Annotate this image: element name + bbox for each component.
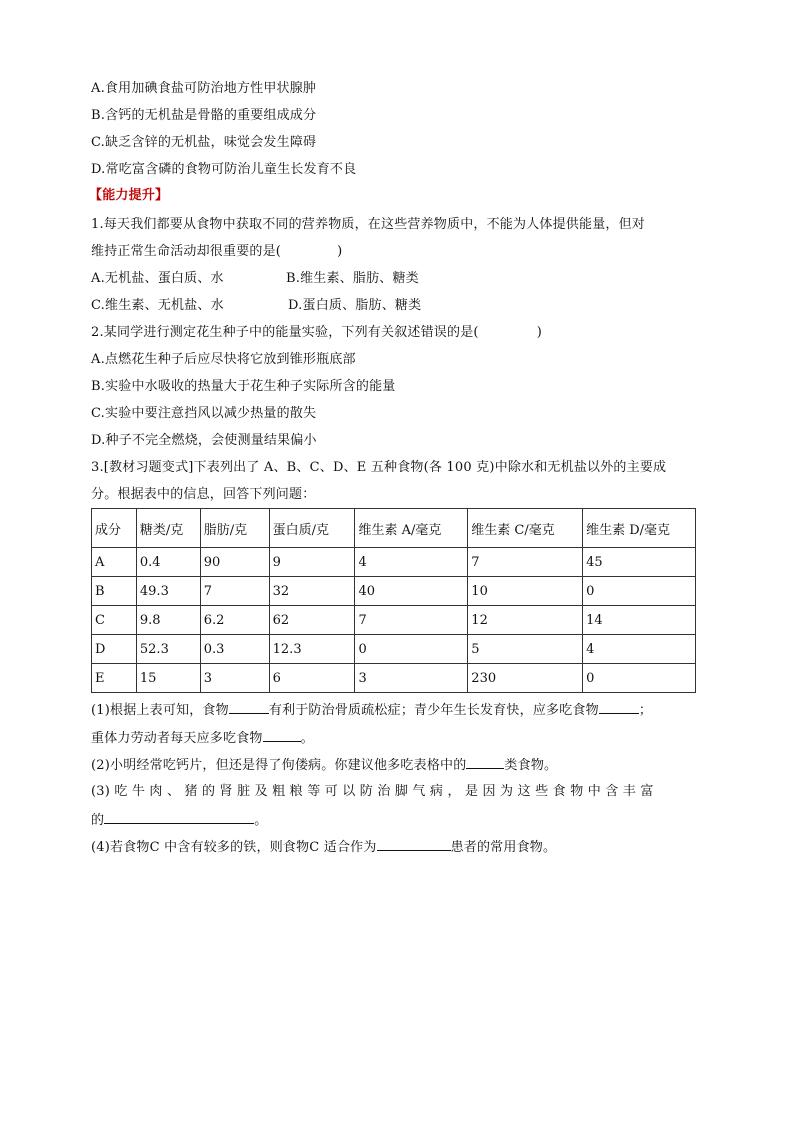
q3-sub1-line1 bbox=[91, 700, 652, 720]
prev-option-b: B.含钙的无机盐是骨骼的重要组成成分 bbox=[91, 108, 317, 123]
answer-blank[interactable] bbox=[229, 700, 269, 714]
q2-answer-paren: ) bbox=[536, 325, 542, 340]
q3-sub3-text-b: 。 bbox=[254, 813, 268, 828]
q3-sub3-line1: (3) 吃 牛 肉 、 猪 的 肾 脏 及 粗 粮 等 可 以 防 治 脚 气 病 ， 是 因 为 这 些 食 物 中 含 丰 富 bbox=[91, 784, 654, 799]
q1-stem-line2 bbox=[91, 243, 342, 261]
table-cell: 7 bbox=[200, 577, 269, 606]
table-cell: 4 bbox=[583, 635, 696, 664]
table-cell: 9.8 bbox=[136, 606, 200, 635]
table-cell: 40 bbox=[355, 577, 468, 606]
table-cell: 45 bbox=[583, 548, 696, 577]
q2-option-a: A.点燃花生种子后应尽快将它放到锥形瓶底部 bbox=[91, 352, 356, 367]
answer-blank[interactable] bbox=[599, 700, 639, 714]
table-row bbox=[92, 548, 696, 577]
table-cell: A bbox=[92, 548, 137, 577]
answer-blank[interactable] bbox=[466, 755, 504, 769]
table-header-cell: 脂肪/克 bbox=[200, 509, 269, 548]
q2-option-d: D.种子不完全燃烧，会使测量结果偏小 bbox=[91, 433, 317, 448]
table-header-cell: 成分 bbox=[92, 509, 137, 548]
q3-sub1-text-b: 有利于防治骨质疏松症；青少年生长发育快，应多吃食物 bbox=[268, 703, 599, 718]
table-cell: 12 bbox=[468, 606, 583, 635]
q3-sub1-text-a: (1)根据上表可知，食物 bbox=[91, 703, 229, 718]
table-cell: B bbox=[92, 577, 137, 606]
table-cell: 9 bbox=[269, 548, 355, 577]
table-cell: 10 bbox=[468, 577, 583, 606]
q1-stem-text: 维持正常生命活动却很重要的是( bbox=[91, 244, 282, 259]
answer-blank[interactable] bbox=[263, 728, 301, 742]
answer-blank[interactable] bbox=[377, 837, 451, 851]
table-header-cell: 糖类/克 bbox=[136, 509, 200, 548]
q3-sub2-text-a: (2)小明经常吃钙片，但还是得了佝偻病。你建议他多吃表格中的 bbox=[91, 758, 467, 773]
table-header-cell: 维生素 A/毫克 bbox=[355, 509, 468, 548]
prev-option-a: A.食用加碘食盐可防治地方性甲状腺肿 bbox=[91, 81, 317, 96]
table-row bbox=[92, 606, 696, 635]
q2-option-c: C.实验中要注意挡风以减少热量的散失 bbox=[91, 406, 317, 421]
q1-options-row1 bbox=[91, 270, 419, 288]
table-cell: 7 bbox=[468, 548, 583, 577]
table-cell: 0.4 bbox=[136, 548, 200, 577]
table-cell: 0 bbox=[583, 577, 696, 606]
q2-stem-text: 2.某同学进行测定花生种子中的能量实验，下列有关叙述错误的是( bbox=[91, 325, 479, 340]
table-cell: 3 bbox=[200, 664, 269, 693]
q3-sub2 bbox=[91, 755, 557, 775]
table-cell: 52.3 bbox=[136, 635, 200, 664]
table-cell: 6.2 bbox=[200, 606, 269, 635]
answer-blank[interactable] bbox=[104, 810, 254, 824]
table-header-cell: 维生素 C/毫克 bbox=[468, 509, 583, 548]
table-cell: 12.3 bbox=[269, 635, 355, 664]
q3-sub3-line2 bbox=[91, 810, 267, 830]
q2-stem bbox=[91, 324, 542, 342]
q1-option-c: C.维生素、无机盐、水 bbox=[91, 298, 224, 313]
q3-sub1-text-d: 重体力劳动者每天应多吃食物 bbox=[91, 731, 263, 746]
q3-stem-line1: 3.[教材习题变式]下表列出了 A、B、C、D、E 五种食物(各 100 克)中除水和无机盐以外的主要成 bbox=[91, 460, 667, 475]
table-cell: D bbox=[92, 635, 137, 664]
table-cell: 90 bbox=[200, 548, 269, 577]
q1-option-a: A.无机盐、蛋白质、水 bbox=[91, 271, 224, 286]
table-header-row bbox=[92, 509, 696, 548]
table-cell: C bbox=[92, 606, 137, 635]
table-cell: 49.3 bbox=[136, 577, 200, 606]
q3-sub4 bbox=[91, 837, 556, 857]
table-cell: 62 bbox=[269, 606, 355, 635]
table-row bbox=[92, 577, 696, 606]
table-cell: 32 bbox=[269, 577, 355, 606]
table-cell: 4 bbox=[355, 548, 468, 577]
q3-sub1-text-c: ； bbox=[638, 703, 653, 718]
table-cell: 6 bbox=[269, 664, 355, 693]
q3-sub2-text-b: 类食物。 bbox=[504, 758, 558, 773]
q1-answer-paren: ) bbox=[337, 244, 343, 259]
table-header-cell: 蛋白质/克 bbox=[269, 509, 355, 548]
table-cell: 0 bbox=[583, 664, 696, 693]
table-cell: 0 bbox=[355, 635, 468, 664]
q2-option-b: B.实验中水吸收的热量大于花生种子实际所含的能量 bbox=[91, 379, 396, 394]
q3-stem-line2: 分。根据表中的信息，回答下列问题： bbox=[91, 487, 316, 502]
q1-option-b: B.维生素、脂肪、糖类 bbox=[286, 271, 419, 286]
table-cell: E bbox=[92, 664, 137, 693]
prev-option-c: C.缺乏含锌的无机盐，味觉会发生障碍 bbox=[91, 135, 317, 150]
q1-options-row2 bbox=[91, 297, 422, 315]
q3-sub1-text-e: 。 bbox=[300, 731, 314, 746]
q3-sub4-text-b: 患者的常用食物。 bbox=[450, 840, 557, 855]
table-cell: 7 bbox=[355, 606, 468, 635]
table-cell: 3 bbox=[355, 664, 468, 693]
table-cell: 230 bbox=[468, 664, 583, 693]
table-row bbox=[92, 635, 696, 664]
nutrition-table bbox=[91, 508, 696, 693]
table-row bbox=[92, 664, 696, 693]
q3-sub3-text-a: 的 bbox=[91, 813, 105, 828]
table-header-cell: 维生素 D/毫克 bbox=[583, 509, 696, 548]
section-heading: 【能力提升】 bbox=[89, 188, 169, 203]
q3-sub4-text-a: (4)若食物C 中含有较多的铁，则食物C 适合作为 bbox=[91, 840, 377, 855]
table-cell: 15 bbox=[136, 664, 200, 693]
q1-option-d: D.蛋白质、脂肪、糖类 bbox=[288, 298, 422, 313]
table-cell: 0.3 bbox=[200, 635, 269, 664]
prev-option-d: D.常吃富含磷的食物可防治儿童生长发育不良 bbox=[91, 162, 357, 177]
table-cell: 14 bbox=[583, 606, 696, 635]
q3-sub1-line2 bbox=[91, 728, 314, 748]
q1-stem-line1: 1.每天我们都要从食物中获取不同的营养物质，在这些营养物质中，不能为人体提供能量，但对 bbox=[91, 217, 646, 232]
table-cell: 5 bbox=[468, 635, 583, 664]
